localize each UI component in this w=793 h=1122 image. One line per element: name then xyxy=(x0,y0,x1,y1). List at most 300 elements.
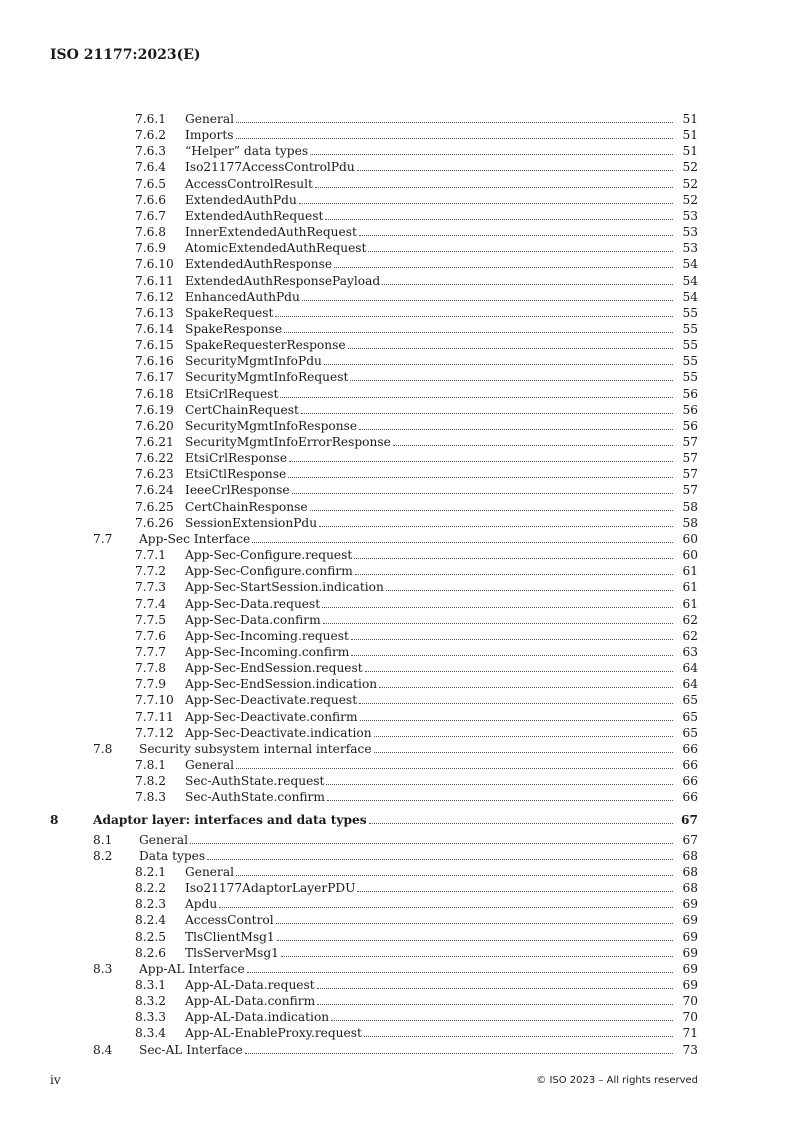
toc-entry-leader xyxy=(185,596,675,612)
dot-leader xyxy=(315,187,673,188)
toc-entry-title: EtsiCrlRequest xyxy=(185,386,279,401)
toc-entry-page: 53 xyxy=(682,208,698,223)
copyright-notice: © ISO 2023 – All rights reserved xyxy=(536,1075,698,1086)
toc-entry-title: InnerExtendedAuthRequest xyxy=(185,225,357,240)
toc-entry-number: 7.7.5 xyxy=(135,612,167,627)
toc-entry-page: 66 xyxy=(682,741,698,756)
toc-entry-leader xyxy=(185,579,675,595)
toc-entry-page: 68 xyxy=(682,864,698,879)
toc-entry-number: 7.7.8 xyxy=(135,661,167,676)
toc-entry[interactable] xyxy=(0,864,793,880)
toc-entry[interactable] xyxy=(0,515,793,531)
dot-leader xyxy=(317,1004,673,1005)
toc-entry-number: 7.6.20 xyxy=(135,418,174,433)
toc-entry-number: 7.6.12 xyxy=(135,289,174,304)
toc-entry-page: 65 xyxy=(682,709,698,724)
toc-entry[interactable] xyxy=(0,159,793,175)
toc-entry-page: 53 xyxy=(682,241,698,256)
toc-entry[interactable] xyxy=(0,945,793,961)
toc-entry-title: App-Sec-Configure.request xyxy=(185,548,353,563)
toc-entry[interactable] xyxy=(0,676,793,692)
toc-entry-number: 7.6.23 xyxy=(135,467,174,482)
toc-entry-leader xyxy=(185,224,675,240)
dot-leader xyxy=(359,235,673,236)
page-number: iv xyxy=(50,1073,61,1087)
toc-entry-page: 62 xyxy=(682,628,698,643)
toc-entry-number: 7.6.9 xyxy=(135,241,167,256)
toc-entry-title: CertChainResponse xyxy=(185,499,308,514)
toc-entry-leader xyxy=(185,466,675,482)
toc-entry[interactable] xyxy=(0,912,793,928)
toc-entry-leader xyxy=(185,563,675,579)
toc-entry-number: 8.1 xyxy=(93,832,113,847)
toc-entry-title: Adaptor layer: interfaces and data types xyxy=(93,813,367,828)
dot-leader xyxy=(393,445,673,446)
toc-entry-leader xyxy=(185,143,675,159)
toc-entry-number: 7.7.11 xyxy=(135,709,174,724)
toc-entry-leader xyxy=(185,880,675,896)
toc-entry-number: 8.3.2 xyxy=(135,994,167,1009)
toc-entry-page: 55 xyxy=(682,305,698,320)
toc-entry-title: App-Sec-EndSession.request xyxy=(185,661,363,676)
dot-leader xyxy=(374,752,673,753)
toc-entry[interactable] xyxy=(0,434,793,450)
toc-entry-number: 7.6.15 xyxy=(135,338,174,353)
toc-entry[interactable] xyxy=(0,612,793,628)
toc-entry[interactable] xyxy=(0,812,793,828)
dot-leader xyxy=(327,800,673,801)
toc-entry-title: SecurityMgmtInfoErrorResponse xyxy=(185,435,391,449)
dot-leader xyxy=(334,267,673,268)
toc-entry-title: SpakeResponse xyxy=(185,321,283,336)
toc-entry[interactable] xyxy=(0,848,793,864)
toc-entry-title: IeeeCrlResponse xyxy=(185,483,290,498)
toc-entry[interactable] xyxy=(0,450,793,466)
dot-leader xyxy=(289,461,673,462)
dot-leader xyxy=(317,988,673,989)
toc-entry[interactable] xyxy=(0,725,793,741)
dot-leader xyxy=(322,607,673,608)
toc-entry-number: 8.3 xyxy=(93,961,113,976)
dot-leader xyxy=(369,823,673,824)
toc-entry-leader xyxy=(185,369,675,385)
toc-entry-page: 70 xyxy=(682,1010,698,1025)
toc-entry-leader xyxy=(185,111,675,127)
toc-entry-page: 55 xyxy=(682,370,698,385)
toc-entry[interactable] xyxy=(0,977,793,993)
dot-leader xyxy=(348,348,673,349)
toc-entry-number: 8.3.3 xyxy=(135,1010,167,1025)
toc-entry-number: 7.8.1 xyxy=(135,758,167,772)
toc-entry[interactable] xyxy=(0,596,793,612)
toc-entry-title: App-Sec-Data.request xyxy=(185,596,321,611)
toc-entry-number: 7.6.16 xyxy=(135,354,174,369)
toc-entry[interactable] xyxy=(0,579,793,595)
toc-entry-number: 8.3.4 xyxy=(135,1026,167,1041)
toc-entry-page: 61 xyxy=(682,564,698,579)
toc-entry-number: 7.6.1 xyxy=(135,112,167,126)
dot-leader xyxy=(382,284,673,285)
toc-entry[interactable] xyxy=(0,709,793,725)
toc-entry-number: 7.7.10 xyxy=(135,693,174,708)
toc-entry-title: General xyxy=(185,112,234,126)
toc-entry-page: 58 xyxy=(682,515,698,530)
toc-entry-number: 7.7.9 xyxy=(135,677,167,692)
dot-leader xyxy=(364,1036,673,1037)
dot-leader xyxy=(350,380,673,381)
toc-entry[interactable] xyxy=(0,499,793,515)
toc-entry[interactable] xyxy=(0,418,793,434)
toc-entry[interactable] xyxy=(0,466,793,482)
toc-entry-title: App-Sec-EndSession.indication xyxy=(185,677,378,692)
toc-entry[interactable] xyxy=(0,176,793,192)
toc-entry-number: 8.2.4 xyxy=(135,913,167,928)
dot-leader xyxy=(252,542,673,543)
toc-entry-number: 7.7.3 xyxy=(135,580,167,595)
toc-entry[interactable] xyxy=(0,563,793,579)
toc-entry-title: Data types xyxy=(139,848,206,863)
toc-entry-page: 54 xyxy=(682,289,698,304)
toc-entry[interactable] xyxy=(0,321,793,337)
toc-entry[interactable] xyxy=(0,929,793,945)
toc-entry-leader xyxy=(185,773,675,789)
toc-entry[interactable] xyxy=(0,531,793,547)
toc-entry[interactable] xyxy=(0,224,793,240)
toc-entry-title: TlsClientMsg1 xyxy=(185,929,275,944)
toc-entry-title: TlsServerMsg1 xyxy=(185,945,279,960)
toc-entry-leader xyxy=(185,499,675,515)
dot-leader xyxy=(302,300,673,301)
toc-entry[interactable] xyxy=(0,289,793,305)
toc-entry[interactable] xyxy=(0,993,793,1009)
toc-entry-leader xyxy=(185,612,675,628)
dot-leader xyxy=(207,859,673,860)
toc-entry-title: SpakeRequest xyxy=(185,305,274,320)
toc-entry-leader xyxy=(185,644,675,660)
toc-entry[interactable] xyxy=(0,741,793,757)
toc-entry-number: 7.6.13 xyxy=(135,305,174,320)
toc-entry-page: 69 xyxy=(682,913,698,928)
toc-entry-page: 60 xyxy=(682,531,698,546)
toc-entry-leader xyxy=(185,482,675,498)
toc-entry-number: 7.7.6 xyxy=(135,628,167,643)
toc-entry[interactable] xyxy=(0,961,793,977)
toc-entry-number: 7.6.24 xyxy=(135,483,174,498)
dot-leader xyxy=(359,429,673,430)
toc-entry-page: 64 xyxy=(682,661,698,676)
toc-entry-leader xyxy=(185,789,675,805)
toc-entry-leader xyxy=(185,434,675,450)
toc-entry-number: 7.8.2 xyxy=(135,774,167,789)
toc-entry-number: 7.6.17 xyxy=(135,370,174,385)
dot-leader xyxy=(351,655,673,656)
toc-entry-title: AtomicExtendedAuthRequest xyxy=(185,241,367,256)
toc-entry-title: App-Sec-StartSession.indication xyxy=(185,580,384,595)
toc-entry-page: 73 xyxy=(682,1042,698,1057)
toc-entry-leader xyxy=(185,977,675,993)
toc-entry-page: 66 xyxy=(682,758,698,772)
toc-entry[interactable] xyxy=(0,111,793,127)
toc-entry-number: 7.7 xyxy=(93,531,113,546)
toc-entry-page: 65 xyxy=(682,725,698,740)
toc-entry-title: App-AL Interface xyxy=(139,961,245,976)
toc-entry-page: 69 xyxy=(682,897,698,912)
toc-entry[interactable] xyxy=(0,482,793,498)
toc-entry-page: 51 xyxy=(682,144,698,159)
dot-leader xyxy=(319,526,673,527)
dot-leader xyxy=(277,940,673,941)
toc-entry-number: 7.6.7 xyxy=(135,208,167,223)
toc-entry-page: 57 xyxy=(682,435,698,449)
toc-entry-number: 8.2.1 xyxy=(135,864,167,879)
toc-entry-title: Sec-AL Interface xyxy=(139,1042,243,1057)
dot-leader xyxy=(326,784,673,785)
toc-entry-number: 7.7.4 xyxy=(135,596,167,611)
toc-entry-leader xyxy=(185,240,675,256)
toc-entry-leader xyxy=(185,709,675,725)
toc-entry-leader xyxy=(185,159,675,175)
dot-leader xyxy=(386,590,673,591)
toc-entry-page: 64 xyxy=(682,677,698,692)
toc-entry-leader xyxy=(185,692,675,708)
toc-entry[interactable] xyxy=(0,644,793,660)
toc-entry-title: Iso21177AccessControlPdu xyxy=(185,160,355,175)
toc-entry-page: 63 xyxy=(682,644,698,659)
toc-entry-leader xyxy=(185,1025,675,1041)
dot-leader xyxy=(236,768,673,769)
toc-entry-leader xyxy=(185,289,675,305)
document-header: ISO 21177:2023(E) xyxy=(50,47,201,63)
toc-entry[interactable] xyxy=(0,1025,793,1041)
dot-leader xyxy=(275,316,673,317)
dot-leader xyxy=(360,720,673,721)
toc-entry-number: 7.7.7 xyxy=(135,644,167,659)
toc-entry-title: ExtendedAuthResponsePayload xyxy=(185,273,381,288)
toc-entry-title: ExtendedAuthRequest xyxy=(185,208,324,223)
dot-leader xyxy=(365,671,673,672)
toc-entry-leader xyxy=(185,628,675,644)
toc-entry-number: 7.6.21 xyxy=(135,435,174,449)
dot-leader xyxy=(281,956,673,957)
toc-entry[interactable] xyxy=(0,337,793,353)
toc-entry[interactable] xyxy=(0,369,793,385)
toc-entry-title: App-AL-EnableProxy.request xyxy=(185,1026,362,1041)
toc-entry[interactable] xyxy=(0,353,793,369)
toc-entry-leader xyxy=(185,547,675,563)
toc-entry-number: 7.6.11 xyxy=(135,273,174,288)
toc-entry-number: 8.2.3 xyxy=(135,897,167,912)
toc-entry-title: Sec-AuthState.confirm xyxy=(185,790,325,805)
toc-entry-number: 8.2 xyxy=(93,848,113,863)
toc-entry-page: 69 xyxy=(682,977,698,992)
toc-entry-page: 68 xyxy=(682,881,698,896)
toc-entry[interactable] xyxy=(0,628,793,644)
toc-entry-page: 51 xyxy=(682,128,698,143)
toc-entry-leader xyxy=(185,660,675,676)
toc-entry-leader xyxy=(185,192,675,208)
dot-leader xyxy=(276,923,673,924)
toc-entry-title: General xyxy=(185,758,234,772)
toc-entry-leader xyxy=(185,386,675,402)
toc-entry-title: Sec-AuthState.request xyxy=(185,774,325,789)
toc-entry-page: 57 xyxy=(682,467,698,482)
dot-leader xyxy=(357,891,673,892)
toc-entry-leader xyxy=(185,402,675,418)
toc-entry[interactable] xyxy=(0,143,793,159)
toc-entry[interactable] xyxy=(0,127,793,143)
toc-entry-number: 7.6.3 xyxy=(135,144,167,159)
toc-entry-title: EnhancedAuthPdu xyxy=(185,289,300,304)
toc-entry[interactable] xyxy=(0,402,793,418)
dot-leader xyxy=(236,138,674,139)
toc-entry-leader xyxy=(185,676,675,692)
toc-entry[interactable] xyxy=(0,896,793,912)
dot-leader xyxy=(219,907,673,908)
toc-entry-number: 7.6.18 xyxy=(135,386,174,401)
toc-entry-number: 7.8.3 xyxy=(135,790,167,805)
toc-entry-title: Imports xyxy=(185,128,234,143)
dot-leader xyxy=(359,703,673,704)
toc-entry[interactable] xyxy=(0,547,793,563)
toc-entry-number: 7.6.19 xyxy=(135,402,174,417)
toc-entry-page: 66 xyxy=(682,790,698,805)
toc-entry-title: App-Sec-Configure.confirm xyxy=(185,564,353,579)
dot-leader xyxy=(355,574,673,575)
toc-entry-title: Apdu xyxy=(185,897,218,912)
toc-entry-title: App-Sec-Deactivate.indication xyxy=(185,725,372,740)
dot-leader xyxy=(324,364,673,365)
toc-entry[interactable] xyxy=(0,692,793,708)
toc-entry-title: App-AL-Data.indication xyxy=(185,1010,330,1025)
toc-entry-title: SessionExtensionPdu xyxy=(185,515,318,530)
toc-entry-page: 55 xyxy=(682,338,698,353)
dot-leader xyxy=(245,1053,673,1054)
toc-entry-leader xyxy=(139,531,675,547)
toc-entry-leader xyxy=(185,418,675,434)
toc-entry-leader xyxy=(185,208,675,224)
toc-entry-number: 7.6.22 xyxy=(135,451,174,466)
toc-entry-leader xyxy=(185,127,675,143)
toc-entry-page: 67 xyxy=(682,832,698,847)
toc-entry-number: 7.6.4 xyxy=(135,160,167,175)
dot-leader xyxy=(301,413,673,414)
toc-entry-leader xyxy=(185,353,675,369)
toc-entry[interactable] xyxy=(0,256,793,272)
toc-entry-page: 56 xyxy=(682,402,698,417)
toc-entry-number: 7.6.10 xyxy=(135,257,174,272)
dot-leader xyxy=(310,154,673,155)
dot-leader xyxy=(368,251,673,252)
toc-entry-number: 7.6.26 xyxy=(135,515,174,530)
toc-entry-title: General xyxy=(139,832,188,847)
toc-entry-number: 7.8 xyxy=(93,741,113,756)
toc-entry-leader xyxy=(185,993,675,1009)
toc-entry-leader xyxy=(93,812,675,828)
toc-entry[interactable] xyxy=(0,757,793,773)
toc-entry-number: 7.6.25 xyxy=(135,499,174,514)
toc-entry[interactable] xyxy=(0,1042,793,1058)
toc-entry-number: 7.6.5 xyxy=(135,176,167,191)
toc-entry-leader xyxy=(185,929,675,945)
toc-entry[interactable] xyxy=(0,192,793,208)
toc-entry[interactable] xyxy=(0,1009,793,1025)
toc-entry-page: 66 xyxy=(682,774,698,789)
toc-entry[interactable] xyxy=(0,273,793,289)
toc-entry-page: 54 xyxy=(682,257,698,272)
dot-leader xyxy=(357,170,673,171)
toc-entry-leader xyxy=(139,1042,675,1058)
toc-entry-title: EtsiCtlResponse xyxy=(185,467,287,482)
toc-entry-number: 8.2.5 xyxy=(135,929,167,944)
toc-entry-number: 7.6.14 xyxy=(135,321,174,336)
toc-entry-page: 52 xyxy=(682,160,698,175)
dot-leader xyxy=(310,510,673,511)
toc-entry-leader xyxy=(185,176,675,192)
toc-entry-page: 56 xyxy=(682,418,698,433)
toc-entry-page: 60 xyxy=(682,548,698,563)
toc-entry-leader xyxy=(185,725,675,741)
dot-leader xyxy=(236,122,673,123)
toc-entry-page: 67 xyxy=(681,813,698,828)
toc-entry-title: App-Sec-Incoming.confirm xyxy=(185,644,350,659)
toc-entry[interactable] xyxy=(0,386,793,402)
toc-entry-number: 8.2.2 xyxy=(135,881,167,896)
toc-entry-leader xyxy=(185,912,675,928)
toc-entry-leader xyxy=(185,321,675,337)
toc-entry-title: ExtendedAuthResponse xyxy=(185,257,333,272)
toc-entry-leader xyxy=(139,848,675,864)
dot-leader xyxy=(288,477,673,478)
dot-leader xyxy=(284,332,673,333)
toc-entry-leader xyxy=(185,757,675,773)
toc-entry[interactable] xyxy=(0,880,793,896)
toc-entry-leader xyxy=(185,337,675,353)
toc-entry[interactable] xyxy=(0,789,793,805)
toc-entry-title: SecurityMgmtInfoRequest xyxy=(185,370,349,385)
toc-entry[interactable] xyxy=(0,773,793,789)
toc-entry-number: 8.4 xyxy=(93,1042,113,1057)
toc-entry-page: 69 xyxy=(682,945,698,960)
toc-entry-page: 54 xyxy=(682,273,698,288)
toc-entry-page: 68 xyxy=(682,848,698,863)
toc-entry[interactable] xyxy=(0,240,793,256)
toc-entry[interactable] xyxy=(0,305,793,321)
toc-entry-page: 55 xyxy=(682,354,698,369)
toc-entry-page: 62 xyxy=(682,612,698,627)
toc-entry[interactable] xyxy=(0,660,793,676)
toc-entry-title: AccessControl xyxy=(185,913,274,928)
toc-entry[interactable] xyxy=(0,208,793,224)
toc-entry-number: 7.6.6 xyxy=(135,192,167,207)
dot-leader xyxy=(379,687,673,688)
toc-entry-number: 7.7.12 xyxy=(135,725,174,740)
toc-entry-title: EtsiCrlResponse xyxy=(185,451,288,466)
toc-entry-title: “Helper” data types xyxy=(185,144,309,159)
toc-entry-leader xyxy=(185,305,675,321)
toc-entry-page: 52 xyxy=(682,192,698,207)
dot-leader xyxy=(325,219,673,220)
toc-entry-page: 57 xyxy=(682,451,698,466)
toc-entry-leader xyxy=(185,945,675,961)
toc-entry[interactable] xyxy=(0,832,793,848)
toc-entry-title: Security subsystem internal interface xyxy=(139,741,372,756)
toc-entry-title: General xyxy=(185,864,234,879)
toc-entry-leader xyxy=(185,256,675,272)
toc-entry-title: App-AL-Data.request xyxy=(185,977,315,992)
toc-entry-page: 65 xyxy=(682,693,698,708)
toc-entry-title: SecurityMgmtInfoResponse xyxy=(185,418,358,433)
dot-leader xyxy=(247,972,673,973)
